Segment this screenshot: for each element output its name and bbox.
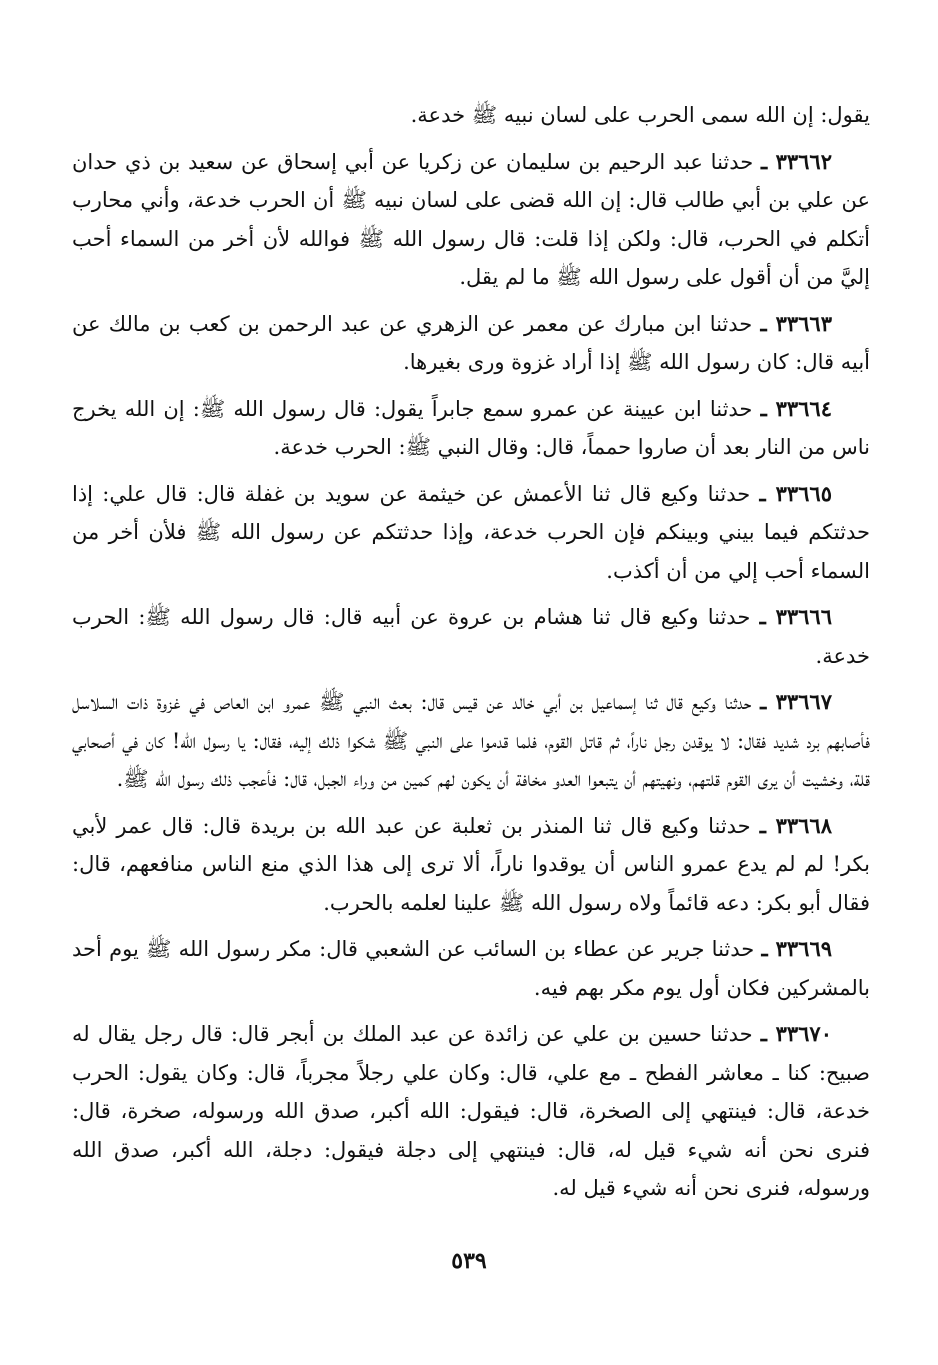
hadith-number: ٣٣٦٧٠ ـ — [760, 1021, 832, 1046]
hadith-33664 — [72, 390, 870, 467]
paragraph-text: حدثنا جرير عن عطاء بن السائب عن الشعبي قال: مكر رسول الله ﷺ يوم أحد بالمشركين فكان أول يوم مكر بهم فيه. — [72, 937, 870, 1000]
paragraph-text: حدثنا ابن عيينة عن عمرو سمع جابراً يقول: قال رسول الله ﷺ: إن الله يخرج ناس من النار بعد أن صاروا حمماً، قال: وقال النبي ﷺ: الحرب خدعة. — [72, 396, 870, 459]
paragraph-text: يقول: إن الله سمى الحرب على لسان نبيه ﷺ خدعة. — [410, 103, 870, 127]
hadith-number: ٣٣٦٦٢ ـ — [761, 148, 832, 174]
hadith-33666 — [72, 598, 870, 675]
paragraph-text: حدثنا حسين بن علي عن زائدة عن عبد الملك بن أبجر قال: قال رجل يقال له صبيح: كنا ـ معاشر الفطح ـ مع علي، قال: وكان علي رجلاً مجرباً، قال: وكان يقول: الحرب خدعة، قال: فينتهي إلى الصخرة، قال: فيقول: الله أكبر، صدق الله ورسوله، صخرة، قال: فنرى نحن أنه شيء قيل له، قال: فينتهي إلى دجلة فيقول: دجلة، الله أكبر، صدق الله ورسوله، فنرى نحن أنه شيء قيل له. — [72, 1022, 870, 1200]
hadith-33665 — [72, 475, 870, 591]
intro-line — [72, 96, 870, 135]
paragraph-text: حدثنا وكيع قال ثنا هشام بن عروة عن أبيه قال: قال رسول الله ﷺ: الحرب خدعة. — [72, 605, 870, 668]
hadith-number: ٣٣٦٦٤ ـ — [760, 395, 832, 421]
hadith-number: ٣٣٦٦٨ ـ — [759, 812, 832, 838]
hadith-33663 — [72, 305, 870, 382]
hadith-33668 — [72, 807, 870, 923]
paragraph-text: حدثنا وكيع قال ثنا المنذر بن ثعلبة عن عبد الله بن بريدة قال: قال عمر لأبي بكر! لم لم يدع عمرو الناس أن يوقدوا ناراً، ألا ترى إلى هذا الذي منع الناس منافعهم، قال: فقال أبو بكر: دعه قائماً ولاه رسول الله ﷺ علينا لعلمه بالحرب. — [72, 813, 870, 915]
hadith-number: ٣٣٦٦٩ ـ — [761, 936, 833, 961]
paragraph-text: حدثنا ابن مبارك عن معمر عن الزهري عن عبد الرحمن بن كعب بن مالك عن أبيه قال: كان رسول الله ﷺ إذا أراد غزوة ورى بغيرها. — [72, 311, 870, 374]
hadith-number: ٣٣٦٦٧ ـ — [760, 689, 832, 714]
hadith-number: ٣٣٦٦٦ ـ — [759, 604, 832, 629]
paragraph-text: حدثنا وكيع قال ثنا إسماعيل بن أبي خالد عن قيس قال: بعث النبي ﷺ عمرو ابن العاص في غزوة ذات السلاسل فأصابهم برد شديد فقال: لا يوقدن رجل ناراً، ثم قاتل القوم، فلما قدموا على النبي ﷺ شكوا ذلك إليه، فقال: يا رسول الله! كان في أصحابي قلة، وخشيت أن يرى القوم قلتهم، ونهيتهم أن يتبعوا العدو مخافة أن يكون لهم كمين من وراء الجبل، قال: فأعجب ذلك رسول الله ﷺ. — [72, 690, 870, 791]
hadith-number: ٣٣٦٦٥ ـ — [759, 480, 832, 506]
hadith-number: ٣٣٦٦٣ ـ — [760, 310, 832, 336]
hadith-33667 — [72, 683, 870, 799]
hadith-33669 — [72, 930, 870, 1007]
hadith-33670 — [72, 1015, 870, 1208]
paragraph-text: حدثنا عبد الرحيم بن سليمان عن زكريا عن أبي إسحاق عن سعيد بن ذي حدان عن علي بن أبي طالب قال: إن الله قضى على لسان نبيه ﷺ أن الحرب خدعة، وأني محارب أتكلم في الحرب، قال: ولكن إذا قلت: قال رسول الله ﷺ فوالله لأن أخر من السماء أحب إليَّ من أن أقول على رسول الله ﷺ ما لم يقل. — [72, 149, 870, 289]
paragraph-text: حدثنا وكيع قال ثنا الأعمش عن خيثمة عن سويد بن غفلة قال: قال علي: إذا حدثتكم فيما بيني وبينكم فإن الحرب خدعة، وإذا حدثتكم عن رسول الله ﷺ فلأن أخر من السماء أحب إلي من أن أكذب. — [72, 481, 870, 583]
page-number: ٥٣٩ — [451, 1248, 487, 1274]
hadith-33662 — [72, 143, 870, 297]
page-body — [72, 96, 870, 1216]
